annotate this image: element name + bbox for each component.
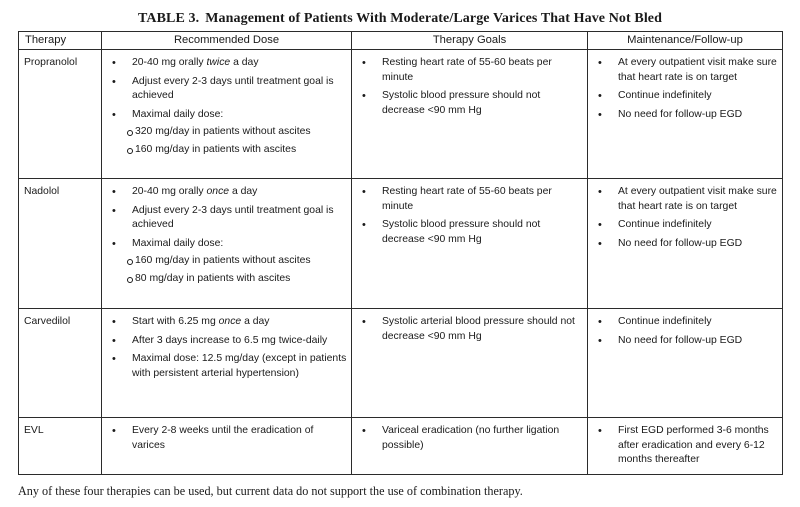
dose-sub-item: 160 mg/day in patients with ascites [106,143,347,158]
recommended-dose-cell [102,50,352,179]
dose-sub-item: 320 mg/day in patients without ascites [106,125,347,140]
dose-frequency-emphasis: once [218,316,242,327]
dose-text-part: a day [230,57,259,68]
dose-text-part: a day [241,316,270,327]
dose-sub-item: 80 mg/day in patients with ascites [106,272,347,287]
followup-cell [588,50,783,179]
therapy-name: Carvedilol [19,309,102,418]
table-row [19,418,783,475]
followup-list [592,315,778,348]
table-row [19,309,783,418]
followup-item: • First EGD performed 3-6 months after eradication and every 6-12 months thereafter [592,424,778,468]
therapy-name: Propranolol [19,50,102,179]
goals-list [356,424,583,453]
dose-text-part: Start with 6.25 mg [132,316,219,327]
goal-item: • Systolic blood pressure should not decrease <90 mm Hg [356,218,583,247]
therapy-goals-cell [352,309,588,418]
table-row [19,50,783,179]
dose-item: • Maximal daily dose: [106,108,347,123]
followup-cell [588,418,783,475]
dose-item [106,185,347,200]
dose-item: • Every 2-8 weeks until the eradication of varices [106,424,347,453]
header-recommended-dose: Recommended Dose [102,32,352,50]
goal-item: • Resting heart rate of 55-60 beats per minute [356,185,583,214]
followup-list [592,424,778,468]
recommended-dose-cell [102,418,352,475]
management-table [18,31,783,475]
recommended-dose-cell [102,309,352,418]
goal-item: • Resting heart rate of 55-60 beats per minute [356,56,583,85]
followup-list [592,185,778,251]
goal-item: • Variceal eradication (no further ligation possible) [356,424,583,453]
header-row [19,32,783,50]
dose-list [106,185,347,287]
followup-item: • Continue indefinitely [592,218,778,233]
dose-item [106,315,347,330]
table-title-text: Management of Patients With Moderate/Large Varices That Have Not Bled [205,11,663,26]
recommended-dose-cell [102,179,352,309]
dose-item [106,56,347,71]
dose-list [106,424,347,453]
followup-item: • At every outpatient visit make sure that heart rate is on target [592,185,778,214]
goal-item: • Systolic arterial blood pressure should not decrease <90 mm Hg [356,315,583,344]
dose-text-part: 20-40 mg orally [132,186,207,197]
dose-text-part: a day [229,186,258,197]
table-footnote: Any of these four therapies can be used, but current data do not support the use of combination therapy. [18,484,523,498]
table-number: TABLE 3. [137,11,200,26]
dose-frequency-emphasis: twice [206,57,231,68]
followup-cell [588,179,783,309]
goals-list [356,315,583,344]
therapy-goals-cell [352,50,588,179]
dose-sub-item: 160 mg/day in patients without ascites [106,254,347,269]
header-therapy-goals: Therapy Goals [352,32,588,50]
followup-item: • Continue indefinitely [592,315,778,330]
header-maintenance-followup: Maintenance/Follow-up [588,32,783,50]
followup-list [592,56,778,122]
goals-list [356,185,583,247]
header-therapy: Therapy [19,32,102,50]
dose-item: • Maximal daily dose: [106,237,347,252]
table-row [19,179,783,309]
dose-list [106,315,347,381]
therapy-name: Nadolol [19,179,102,309]
goal-item: • Systolic blood pressure should not decrease <90 mm Hg [356,89,583,118]
followup-item: • At every outpatient visit make sure that heart rate is on target [592,56,778,85]
followup-item: • No need for follow-up EGD [592,237,778,252]
followup-item: • Continue indefinitely [592,89,778,104]
table-body [19,50,783,475]
therapy-goals-cell [352,179,588,309]
dose-frequency-emphasis: once [206,186,230,197]
followup-item: • No need for follow-up EGD [592,334,778,349]
table-title [0,11,800,27]
therapy-name: EVL [19,418,102,475]
dose-item: • Maximal dose: 12.5 mg/day (except in patients with persistent arterial hypertension) [106,352,347,381]
dose-text-part: 20-40 mg orally [132,57,207,68]
dose-item: • After 3 days increase to 6.5 mg twice-daily [106,334,347,349]
followup-item: • No need for follow-up EGD [592,108,778,123]
dose-list [106,56,347,158]
goals-list [356,56,583,118]
dose-item: • Adjust every 2-3 days until treatment goal is achieved [106,75,347,104]
therapy-goals-cell [352,418,588,475]
followup-cell [588,309,783,418]
dose-item: • Adjust every 2-3 days until treatment goal is achieved [106,204,347,233]
